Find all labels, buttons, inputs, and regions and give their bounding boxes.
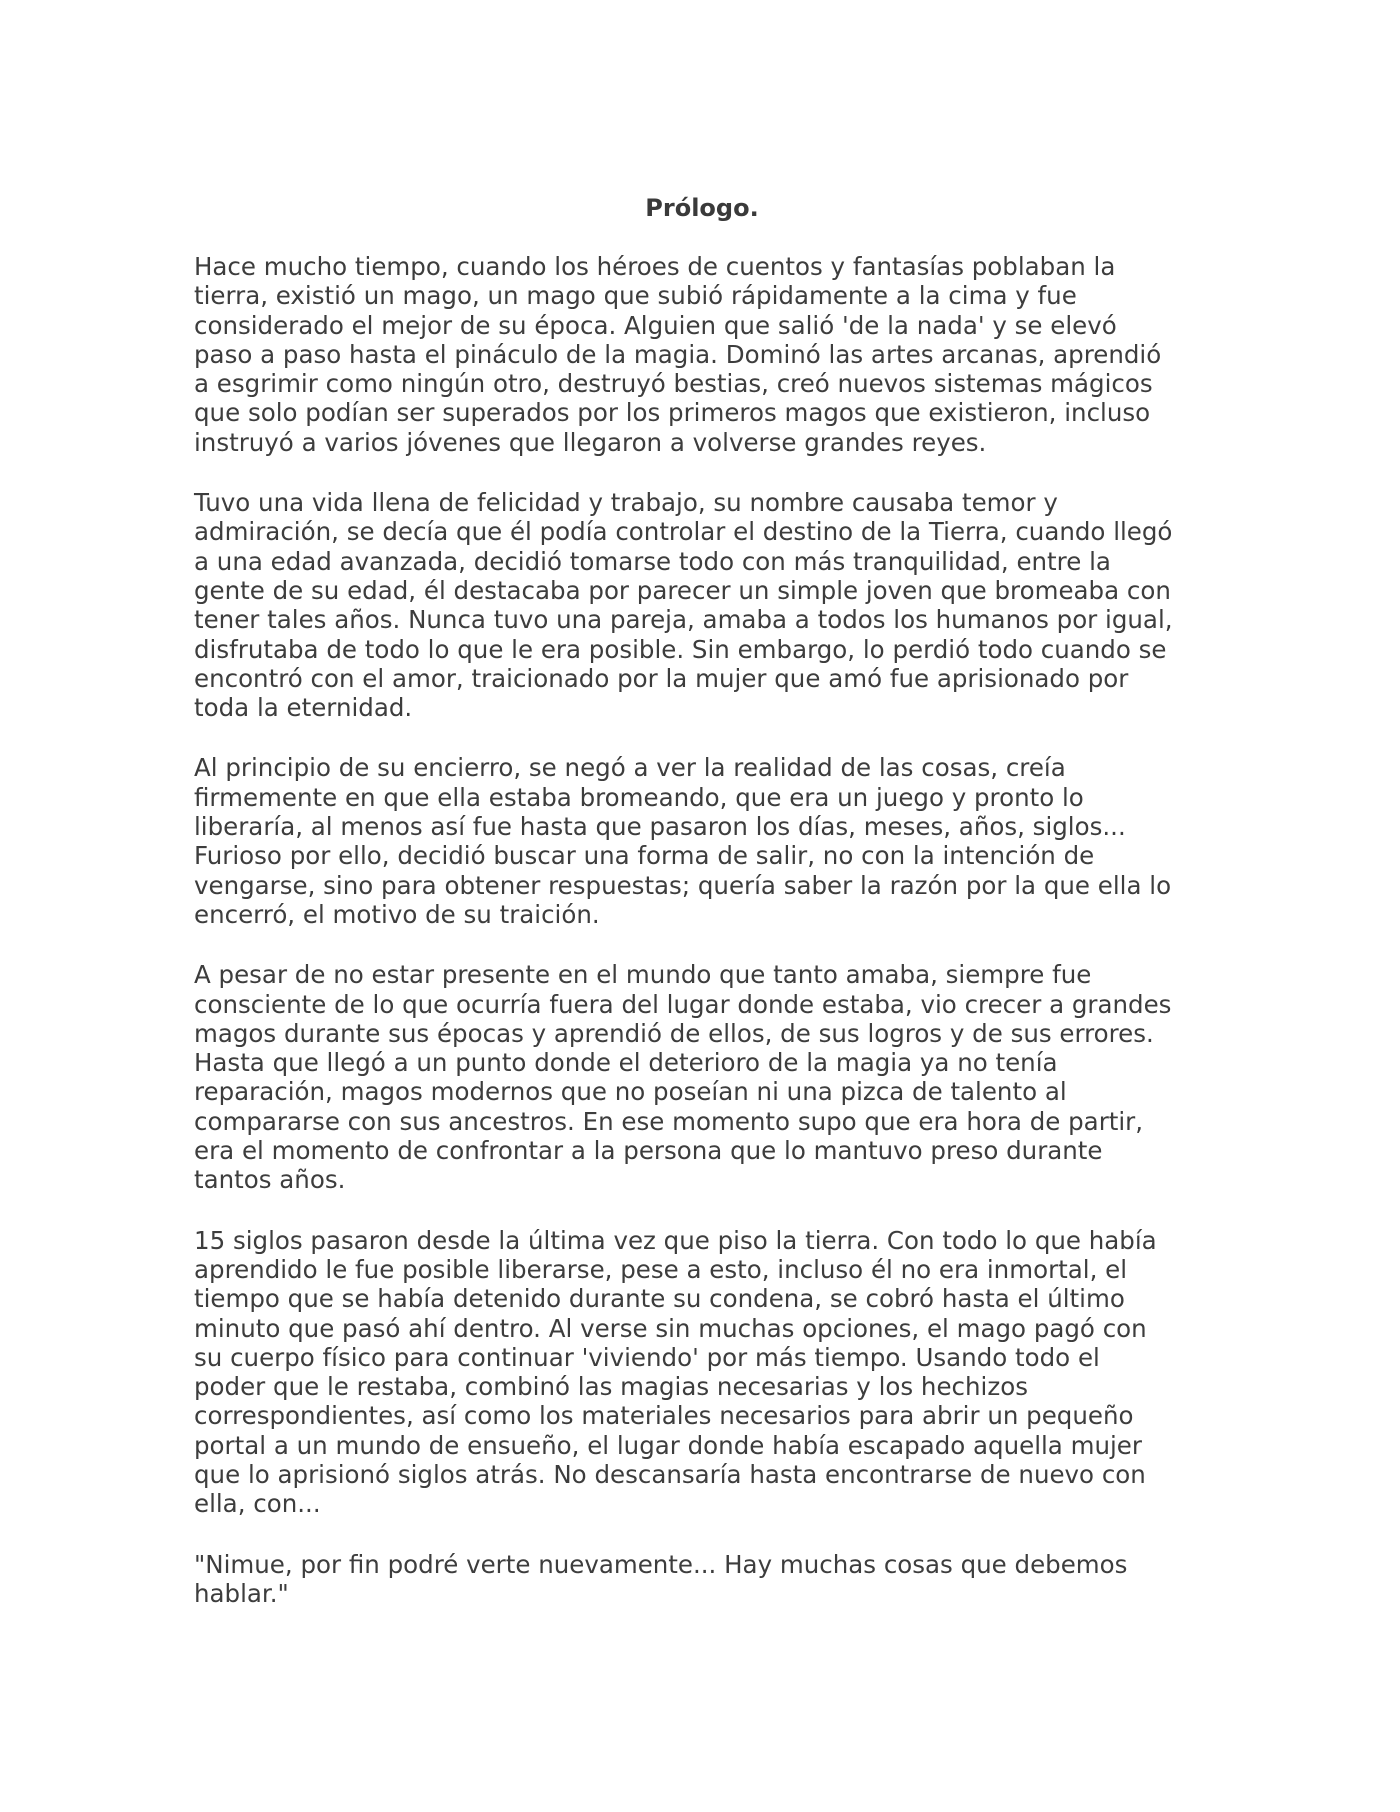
paragraph-line: poder que le restaba, combinó las magias necesarias y los hechizos — [194, 1372, 1028, 1402]
paragraph-line: aprendido le fue posible liberarse, pese a esto, incluso él no era inmortal, el — [194, 1254, 1128, 1284]
paragraph-line: considerado el mejor de su época. Alguien que salió 'de la nada' y se elevó — [194, 310, 1117, 340]
paragraph — [194, 488, 1210, 722]
paragraph-line: tantos años. — [194, 1165, 346, 1195]
paragraph-line: consciente de lo que ocurría fuera del lugar donde estaba, vio crecer a grandes — [194, 989, 1172, 1019]
paragraph-line: Hasta que llegó a un punto donde el deterioro de la magia ya no tenía — [194, 1048, 1058, 1078]
paragraph — [194, 1226, 1210, 1519]
paragraph — [194, 753, 1210, 929]
document-title: Prólogo. — [645, 194, 759, 222]
paragraph-line: admiración, se decía que él podía controlar el destino de la Tierra, cuando llegó — [194, 517, 1173, 547]
paragraph-line: tener tales años. Nunca tuvo una pareja, amaba a todos los humanos por igual, — [194, 605, 1173, 635]
paragraph-line: 15 siglos pasaron desde la última vez que piso la tierra. Con todo lo que había — [194, 1225, 1157, 1255]
paragraph-line: gente de su edad, él destacaba por parecer un simple joven que bromeaba con — [194, 575, 1171, 605]
paragraph-line: Al principio de su encierro, se negó a ver la realidad de las cosas, creía — [194, 753, 1066, 783]
paragraph-line: firmemente en que ella estaba bromeando, que era un juego y pronto lo — [194, 782, 1084, 812]
paragraph-line: disfrutaba de todo lo que le era posible. Sin embargo, lo perdió todo cuando se — [194, 634, 1167, 664]
paragraph-line: encerró, el motivo de su traición. — [194, 899, 600, 929]
paragraph-line: A pesar de no estar presente en el mundo que tanto amaba, siempre fue — [194, 960, 1092, 990]
paragraph-line: compararse con sus ancestros. En ese momento supo que era hora de partir, — [194, 1106, 1144, 1136]
paragraph-line: Hace mucho tiempo, cuando los héroes de cuentos y fantasías poblaban la — [194, 252, 1116, 281]
paragraph — [194, 960, 1210, 1194]
paragraph-line: Furioso por ello, decidió buscar una forma de salir, no con la intención de — [194, 841, 1095, 871]
paragraph-line: Tuvo una vida llena de felicidad y trabajo, su nombre causaba temor y — [194, 488, 1058, 518]
paragraph — [194, 1550, 1210, 1609]
document-body — [194, 252, 1210, 1608]
paragraph — [194, 252, 1210, 457]
paragraph-line: magos durante sus épocas y aprendió de ellos, de sus logros y de sus errores. — [194, 1018, 1154, 1048]
document-page — [194, 190, 1210, 1639]
paragraph-line: que lo aprisionó siglos atrás. No descansaría hasta encontrarse de nuevo con — [194, 1459, 1146, 1489]
paragraph-line: vengarse, sino para obtener respuestas; quería saber la razón por la que ella lo — [194, 870, 1172, 900]
paragraph-line: paso a paso hasta el pináculo de la magia. Dominó las artes arcanas, aprendió — [194, 339, 1162, 369]
paragraph-line: ella, con... — [194, 1489, 321, 1519]
paragraph-line: portal a un mundo de ensueño, el lugar donde había escapado aquella mujer — [194, 1430, 1142, 1460]
paragraph-line: su cuerpo físico para continuar 'viviendo' por más tiempo. Usando todo el — [194, 1342, 1100, 1372]
paragraph-line: encontró con el amor, traicionado por la mujer que amó fue aprisionado por — [194, 663, 1129, 693]
paragraph-line: toda la eternidad. — [194, 693, 413, 723]
paragraph-line: liberaría, al menos así fue hasta que pasaron los días, meses, años, siglos... — [194, 812, 1126, 842]
paragraph-line: minuto que pasó ahí dentro. Al verse sin muchas opciones, el mago pagó con — [194, 1313, 1147, 1343]
paragraph-line: tiempo que se había detenido durante su condena, se cobró hasta el último — [194, 1284, 1125, 1314]
paragraph-line: tierra, existió un mago, un mago que subió rápidamente a la cima y fue — [194, 281, 1077, 311]
paragraph-line: "Nimue, por fin podré verte nuevamente... Hay muchas cosas que debemos — [194, 1549, 1128, 1579]
paragraph-line: a esgrimir como ningún otro, destruyó bestias, creó nuevos sistemas mágicos — [194, 369, 1153, 399]
paragraph-line: hablar." — [194, 1578, 289, 1608]
paragraph-line: que solo podían ser superados por los primeros magos que existieron, incluso — [194, 398, 1151, 428]
paragraph-line: correspondientes, así como los materiales necesarios para abrir un pequeño — [194, 1401, 1134, 1431]
paragraph-line: reparación, magos modernos que no poseían ni una pizca de talento al — [194, 1077, 1067, 1107]
paragraph-line: a una edad avanzada, decidió tomarse todo con más tranquilidad, entre la — [194, 546, 1111, 576]
paragraph-line: era el momento de confrontar a la persona que lo mantuvo preso durante — [194, 1136, 1103, 1166]
paragraph-line: instruyó a varios jóvenes que llegaron a volverse grandes reyes. — [194, 427, 987, 457]
